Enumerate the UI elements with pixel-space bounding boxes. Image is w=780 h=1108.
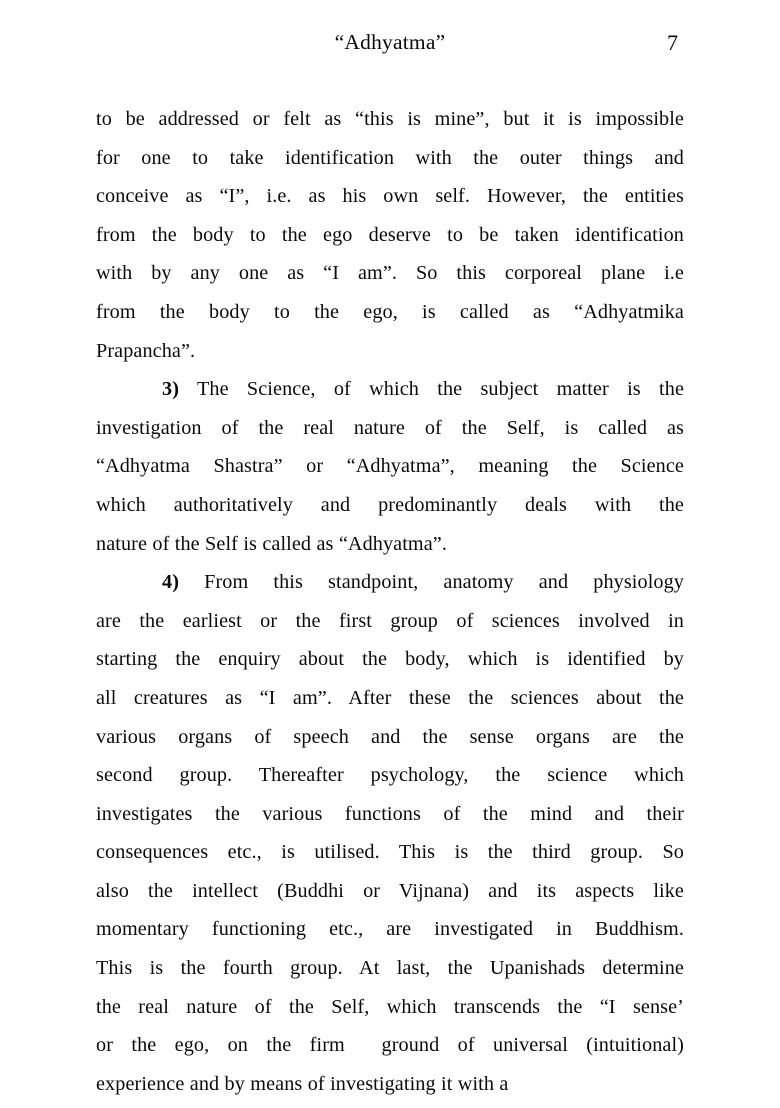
text-line: for one to take identification with the outer things and xyxy=(96,146,684,169)
text-line: investigates the various functions of the mind and their xyxy=(96,802,684,825)
text-line: from the body to the ego deserve to be taken identification xyxy=(96,223,684,246)
text-line: investigation of the real nature of the Self, is called as xyxy=(96,416,684,439)
text-line: or the ego, on the firm ground of universal (intuitional) xyxy=(96,1034,684,1057)
text-line: all creatures as “I am”. After these the sciences about the xyxy=(96,686,684,709)
text-line: second group. Thereafter psychology, the science which xyxy=(96,764,684,787)
text-line: 4) From this standpoint, anatomy and physiology xyxy=(162,571,684,594)
body-text-block xyxy=(96,100,684,1103)
paragraph-number: 4) xyxy=(162,571,180,594)
text-line: with by any one as “I am”. So this corporeal plane i.e xyxy=(96,262,684,285)
text-line: 3) The Science, of which the subject matter is the xyxy=(162,378,684,401)
text-line: momentary functioning etc., are investigated in Buddhism. xyxy=(96,918,684,941)
paragraph xyxy=(96,370,684,563)
text-line: experience and by means of investigating it with a xyxy=(96,1072,509,1095)
text-line: “Adhyatma Shastra” or “Adhyatma”, meaning the Science xyxy=(96,455,684,478)
text-line: Prapancha”. xyxy=(96,339,196,362)
text-line: the real nature of the Self, which transcends the “I sense’ xyxy=(96,995,684,1018)
page-number: 7 xyxy=(667,30,678,55)
paragraph xyxy=(96,100,684,370)
text-line: from the body to the ego, is called as “Adhyatmika xyxy=(96,300,684,323)
text-line: consequences etc., is utilised. This is the third group. So xyxy=(96,841,684,864)
text-line: also the intellect (Buddhi or Vijnana) and its aspects like xyxy=(96,879,684,902)
text-line: various organs of speech and the sense organs are the xyxy=(96,725,684,748)
running-head xyxy=(96,30,684,60)
text-line: which authoritatively and predominantly deals with the xyxy=(96,493,684,516)
text-line: starting the enquiry about the body, which is identified by xyxy=(96,648,684,671)
text-line: nature of the Self is called as “Adhyatma”. xyxy=(96,532,447,555)
text-line: conceive as “I”, i.e. as his own self. However, the entities xyxy=(96,185,684,208)
text-line: to be addressed or felt as “this is mine”, but it is impossible xyxy=(96,108,684,130)
text-line: are the earliest or the first group of sciences involved in xyxy=(96,609,684,632)
running-head-title: “Adhyatma” xyxy=(334,30,446,54)
paragraph xyxy=(96,563,684,1103)
paragraph-number: 3) xyxy=(162,378,180,401)
text-line: This is the fourth group. At last, the Upanishads determine xyxy=(96,957,684,980)
